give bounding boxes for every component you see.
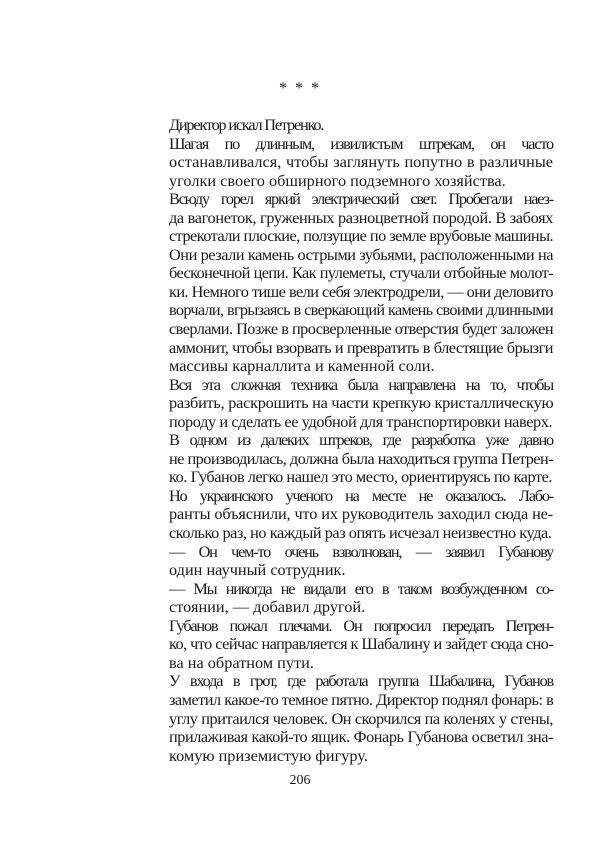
text-line: — Мы никогда не видали его в таком возбужденном со-: [169, 578, 553, 598]
text-line: стоянии, — добавил другой.: [169, 597, 366, 617]
text-line: ко. Губанов легко нашел это место, ориентируясь по карте.: [169, 467, 553, 487]
paragraph: [142, 135, 553, 191]
paragraph: [142, 431, 553, 487]
text-line: Губанов пожал плечами. Он попросил передать Петрен-: [169, 615, 553, 635]
text-line: Директор искал Петренко.: [169, 115, 324, 134]
text-line: сверлами. Позже в просверленные отверстия будет заложен: [169, 319, 553, 339]
paragraph: [142, 617, 553, 673]
text-line: уголки своего обширного подземного хозяйства.: [169, 170, 506, 190]
text-line: заметил какое-то темное пятно. Директор поднял фонарь: в: [169, 689, 554, 709]
text-line: У входа в грот, где работала группа Шабалина, Губанов: [169, 671, 553, 691]
text-line: останавливался, чтобы заглянуть попутно в различные: [169, 152, 553, 172]
text-line: ворчали, вгрызаясь в сверкающий камень своими длинными: [169, 300, 553, 320]
paragraph: [142, 116, 553, 135]
text-line: аммонит, чтобы взорвать и превратить в блестящие брызги: [169, 337, 553, 357]
text-line: комую приземистую фигуру.: [169, 745, 368, 765]
text-line: — Он чем-то очень взволнован, — заявил Губанову: [169, 541, 553, 561]
text-line: Но украинского ученого на месте не оказалось. Лабо-: [169, 485, 553, 505]
text-line: породу и сделать ее удобной для транспортировки наверх.: [169, 411, 553, 431]
text-line: Всюду горел яркий электрический свет. Пробегали наез-: [169, 189, 553, 209]
text-line: ва на обратном пути.: [169, 652, 314, 672]
text-line: ранты объяснили, что их руководитель заходил сюда не-: [169, 504, 553, 524]
text-line: стрекотали плоские, ползущие по земле врубовые машины.: [169, 226, 553, 246]
paragraph: [142, 376, 553, 432]
section-separator: * * *: [279, 80, 321, 97]
page-number: 206: [289, 773, 311, 788]
text-line: массивы карналлита и каменной соли.: [169, 356, 435, 376]
paragraph: [142, 543, 553, 580]
text-line: один научный сотрудник.: [169, 560, 346, 580]
text-line: прилаживая какой-то ящик. Фонарь Губанова осветил зна-: [169, 727, 553, 747]
text-line: ко, что сейчас направляется к Шабалину и зайдет сюда сно-: [169, 634, 554, 654]
paragraph: [142, 190, 553, 375]
text-line: углу притаился человек. Он скорчился па коленях у стены,: [169, 708, 553, 728]
text-line: не производилась, должна была находиться группа Петрен-: [169, 448, 553, 468]
text-line: сколько раз, но каждый раз опять исчезал неизвестно куда.: [169, 523, 552, 543]
paragraph: [142, 672, 553, 765]
text-line: Вся эта сложная техника была направлена на то, чтобы: [169, 374, 553, 394]
paragraph: [142, 580, 553, 617]
paragraph: [142, 487, 553, 543]
text-line: В одном из далеких штреков, где разработка уже давно: [169, 430, 553, 450]
text-line: Шагая по длинным, извилистым штрекам, он часто: [169, 133, 553, 153]
text-line: ки. Немного тише вели себя электродрели, — они деловито: [169, 281, 553, 301]
text-line: Они резали камень острыми зубьями, расположенными на: [169, 244, 553, 264]
text-line: бесконечной цепи. Как пулеметы, стучали отбойные молот-: [169, 263, 553, 283]
text-line: да вагонеток, груженных разноцветной породой. В забоях: [169, 207, 553, 227]
body-text: [142, 116, 553, 765]
text-line: разбить, раскрошить на части крепкую кристаллическую: [169, 393, 554, 413]
